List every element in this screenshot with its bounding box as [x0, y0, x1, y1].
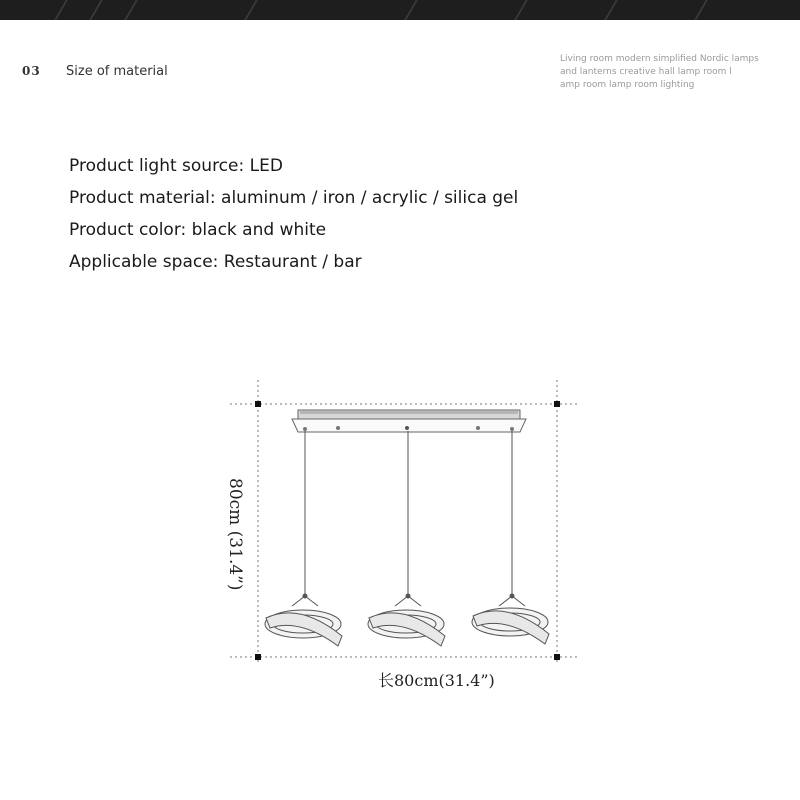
pendant-lamp-center	[368, 594, 445, 646]
tagline-line: and lanterns creative hall lamp room l	[560, 67, 732, 77]
spec-light-source: Product light source: LED	[69, 156, 283, 176]
section-title: Size of material	[66, 64, 168, 79]
tagline-line: Living room modern simplified Nordic lamps	[560, 54, 759, 64]
section-number: 03	[22, 64, 41, 78]
spec-space: Applicable space: Restaurant / bar	[69, 252, 362, 272]
pendant-lamp-illustration	[265, 594, 549, 646]
spec-color: Product color: black and white	[69, 220, 327, 240]
ceiling-canopy	[292, 410, 526, 432]
pendant-lamp-right	[472, 594, 549, 644]
spec-material: Product material: aluminum / iron / acrylic / silica gel	[69, 188, 519, 208]
height-dimension-label: 80cm (31.4”)	[225, 478, 245, 591]
pendant-lamp-left	[265, 594, 342, 646]
suspension-cords	[305, 431, 512, 596]
tagline-line: amp room lamp room lighting	[560, 80, 695, 90]
width-dimension-label: 长80cm(31.4”)	[378, 671, 495, 690]
